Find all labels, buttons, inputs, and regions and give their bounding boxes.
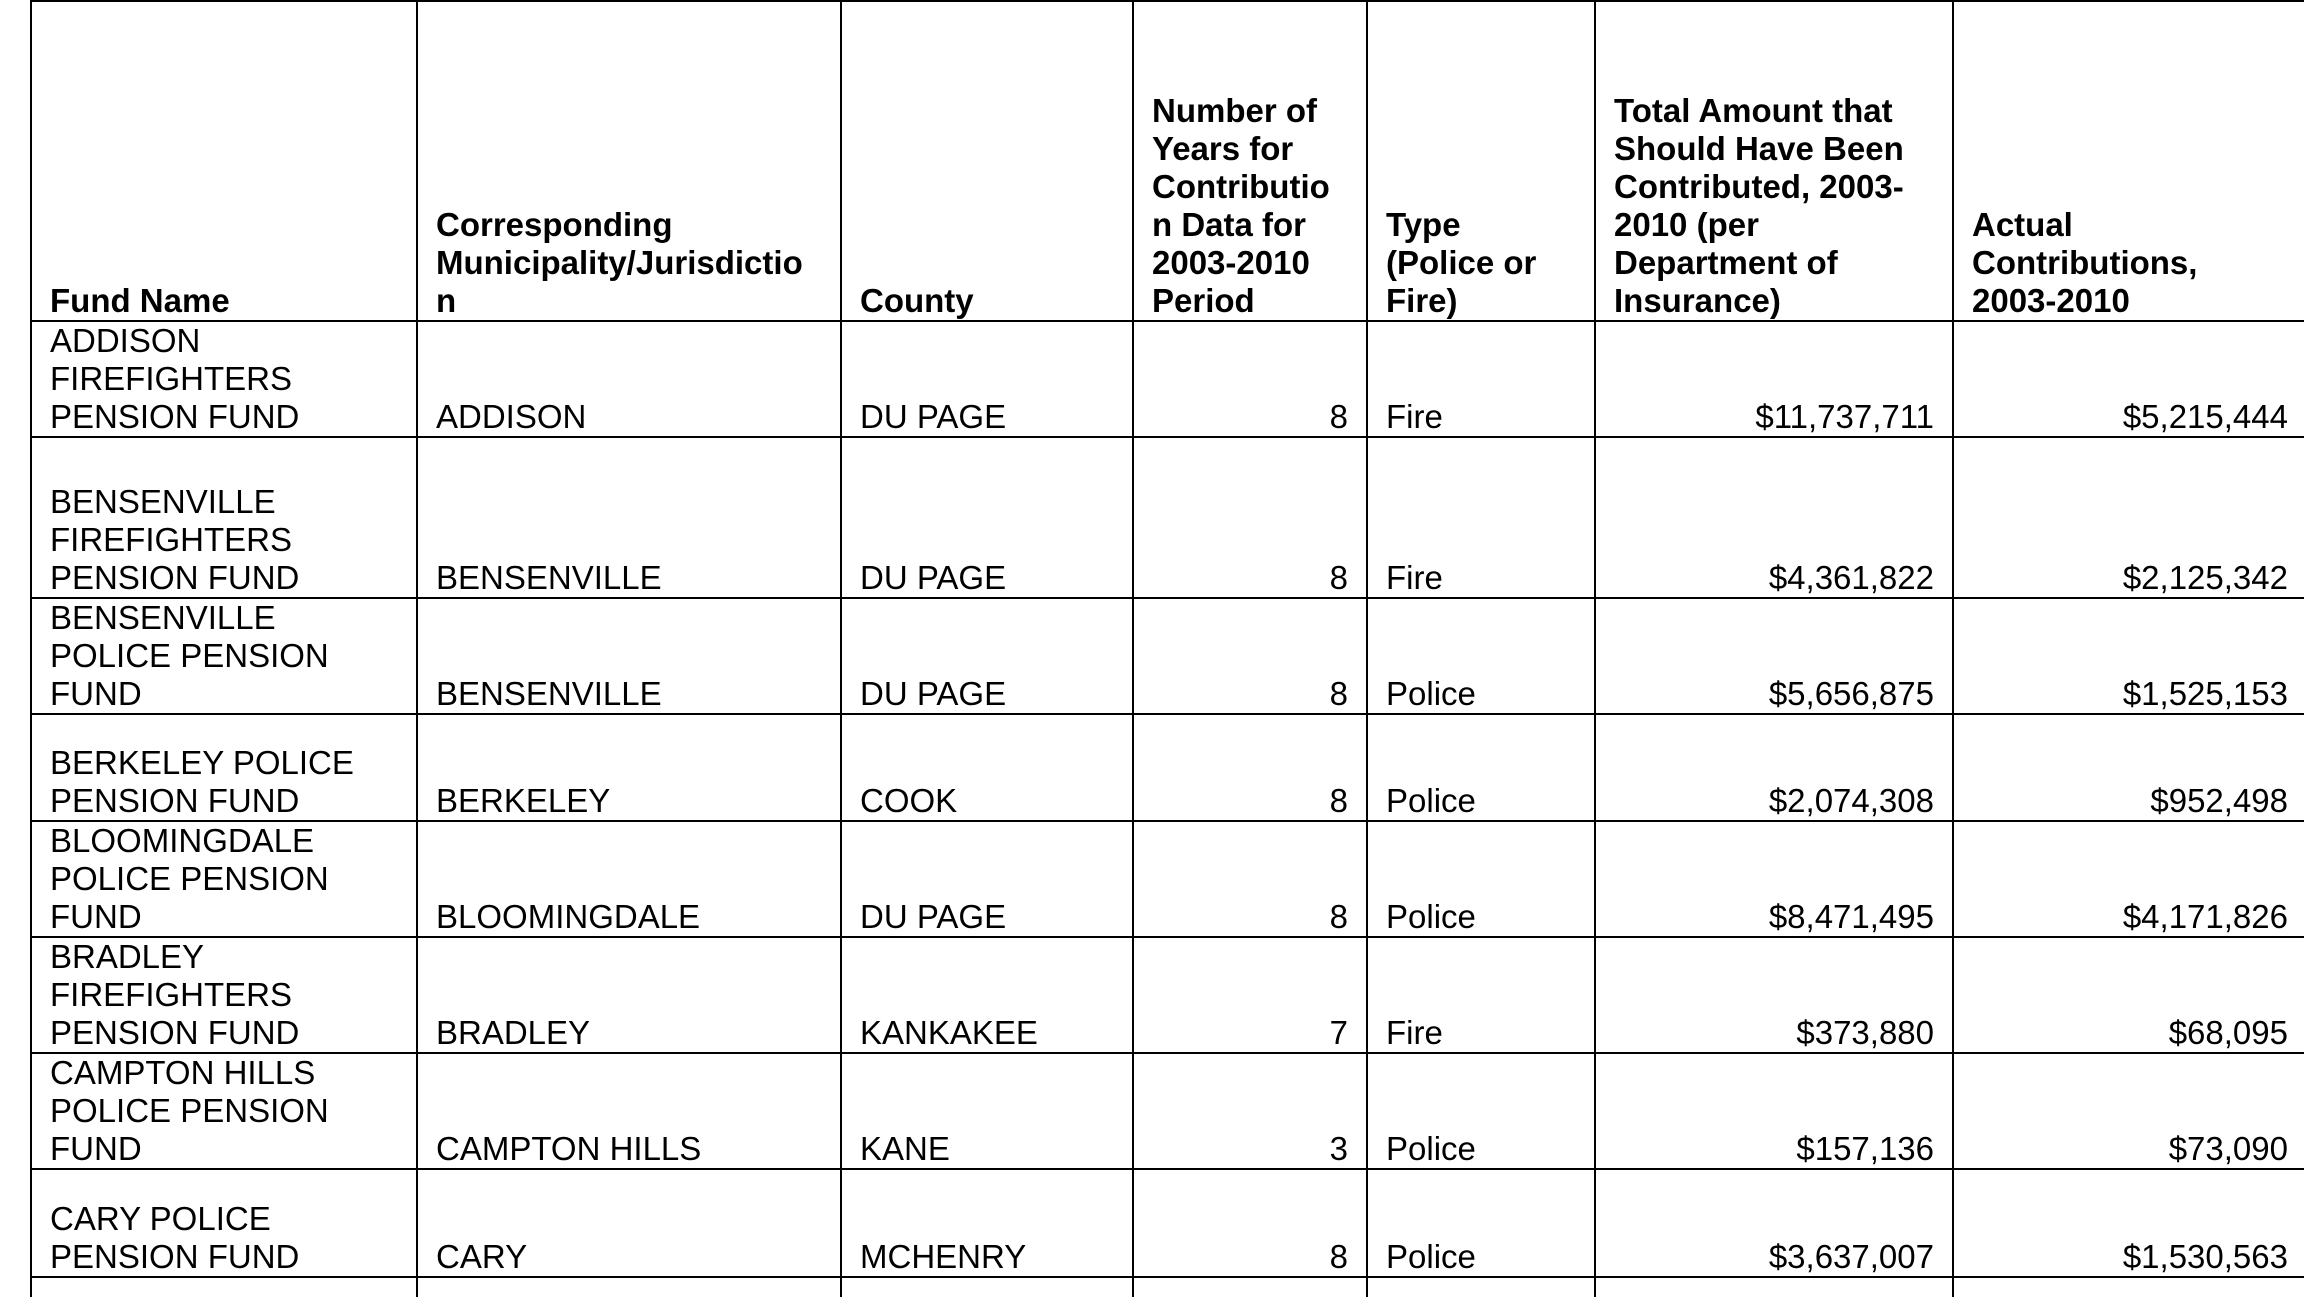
cell-fund-name: CARY POLICE PENSION FUND [31, 1169, 417, 1277]
header-row [31, 1, 2304, 321]
cell-total-amount: $8,471,495 [1595, 821, 1953, 937]
table-row [31, 321, 2304, 437]
cell-municipality: BRADLEY [417, 937, 841, 1053]
cell-county: KANE [841, 1053, 1133, 1169]
cell-type: Fire [1367, 437, 1595, 598]
cell-county: DU PAGE [841, 321, 1133, 437]
cell-municipality: ADDISON [417, 321, 841, 437]
cell-fund-name: BLOOMINGDALE POLICE PENSION FUND [31, 821, 417, 937]
cell-type: Police [1367, 1053, 1595, 1169]
cell-municipality: CARY [417, 1169, 841, 1277]
header-actual-contributions: Actual Contributions, 2003-2010 [1953, 1, 2304, 321]
cell-fund-name: BENSENVILLE POLICE PENSION FUND [31, 598, 417, 714]
cell-total-amount: $2,074,308 [1595, 714, 1953, 821]
cell-actual-contributions: $68,095 [1953, 937, 2304, 1053]
cell-municipality: BERKELEY [417, 714, 841, 821]
cell-years: 3 [1133, 1053, 1367, 1169]
cell-municipality: CAMPTON HILLS [417, 1053, 841, 1169]
table-row [31, 937, 2304, 1053]
cell-years: 8 [1133, 437, 1367, 598]
pension-fund-table [30, 0, 2304, 1297]
header-total-amount: Total Amount that Should Have Been Contributed, 2003-2010 (per Department of Insurance) [1595, 1, 1953, 321]
cell-total-amount: $5,656,875 [1595, 598, 1953, 714]
header-county: County [841, 1, 1133, 321]
cell-total-amount: $157,136 [1595, 1053, 1953, 1169]
document-page [30, 0, 2304, 1297]
cell-type: Police [1367, 598, 1595, 714]
cell-county: MCHENRY [841, 1169, 1133, 1277]
cell-type: Fire [1367, 937, 1595, 1053]
table-row [31, 821, 2304, 937]
cell-years: 7 [1133, 937, 1367, 1053]
cell-total-amount: $4,361,822 [1595, 437, 1953, 598]
cell-type: Fire [1367, 321, 1595, 437]
cell-fund-name: BRADLEY FIREFIGHTERS PENSION FUND [31, 937, 417, 1053]
table-row [31, 1053, 2304, 1169]
cell-county: DU PAGE [841, 437, 1133, 598]
cell-total-amount: $373,880 [1595, 937, 1953, 1053]
cell-years: 8 [1133, 321, 1367, 437]
cell-fund-name: ADDISON FIREFIGHTERS PENSION FUND [31, 321, 417, 437]
cell-county: COOK [841, 714, 1133, 821]
cell-total-amount: $11,737,711 [1595, 321, 1953, 437]
cell-municipality: BLOOMINGDALE [417, 821, 841, 937]
cell-years: 8 [1133, 821, 1367, 937]
cell-type: Police [1367, 821, 1595, 937]
cell-fund-name: BENSENVILLE FIREFIGHTERS PENSION FUND [31, 437, 417, 598]
cell-type: Police [1367, 714, 1595, 821]
cell-actual-contributions: $1,525,153 [1953, 598, 2304, 714]
cell-municipality: BENSENVILLE [417, 437, 841, 598]
cell-actual-contributions: $5,215,444 [1953, 321, 2304, 437]
table-row-partial [31, 1277, 2304, 1297]
cell-county: DU PAGE [841, 821, 1133, 937]
table-row [31, 714, 2304, 821]
cell-municipality: BENSENVILLE [417, 598, 841, 714]
cell-actual-contributions: $4,171,826 [1953, 821, 2304, 937]
cell-fund-name: BERKELEY POLICE PENSION FUND [31, 714, 417, 821]
header-municipality: Corresponding Municipality/Jurisdiction [417, 1, 841, 321]
cell-actual-contributions: $2,125,342 [1953, 437, 2304, 598]
cell-years: 8 [1133, 598, 1367, 714]
cell-actual-contributions: $73,090 [1953, 1053, 2304, 1169]
header-years: Number of Years for Contribution Data for 2003-2010 Period [1133, 1, 1367, 321]
header-fund-name: Fund Name [31, 1, 417, 321]
table-row [31, 437, 2304, 598]
cell-county: KANKAKEE [841, 937, 1133, 1053]
cell-fund-name: CAMPTON HILLS POLICE PENSION FUND [31, 1053, 417, 1169]
cell-actual-contributions: $1,530,563 [1953, 1169, 2304, 1277]
cell-county: DU PAGE [841, 598, 1133, 714]
cell-years: 8 [1133, 714, 1367, 821]
table-row [31, 598, 2304, 714]
cell-type: Police [1367, 1169, 1595, 1277]
table-row [31, 1169, 2304, 1277]
header-type: Type (Police or Fire) [1367, 1, 1595, 321]
cell-years: 8 [1133, 1169, 1367, 1277]
cell-actual-contributions: $952,498 [1953, 714, 2304, 821]
cell-total-amount: $3,637,007 [1595, 1169, 1953, 1277]
